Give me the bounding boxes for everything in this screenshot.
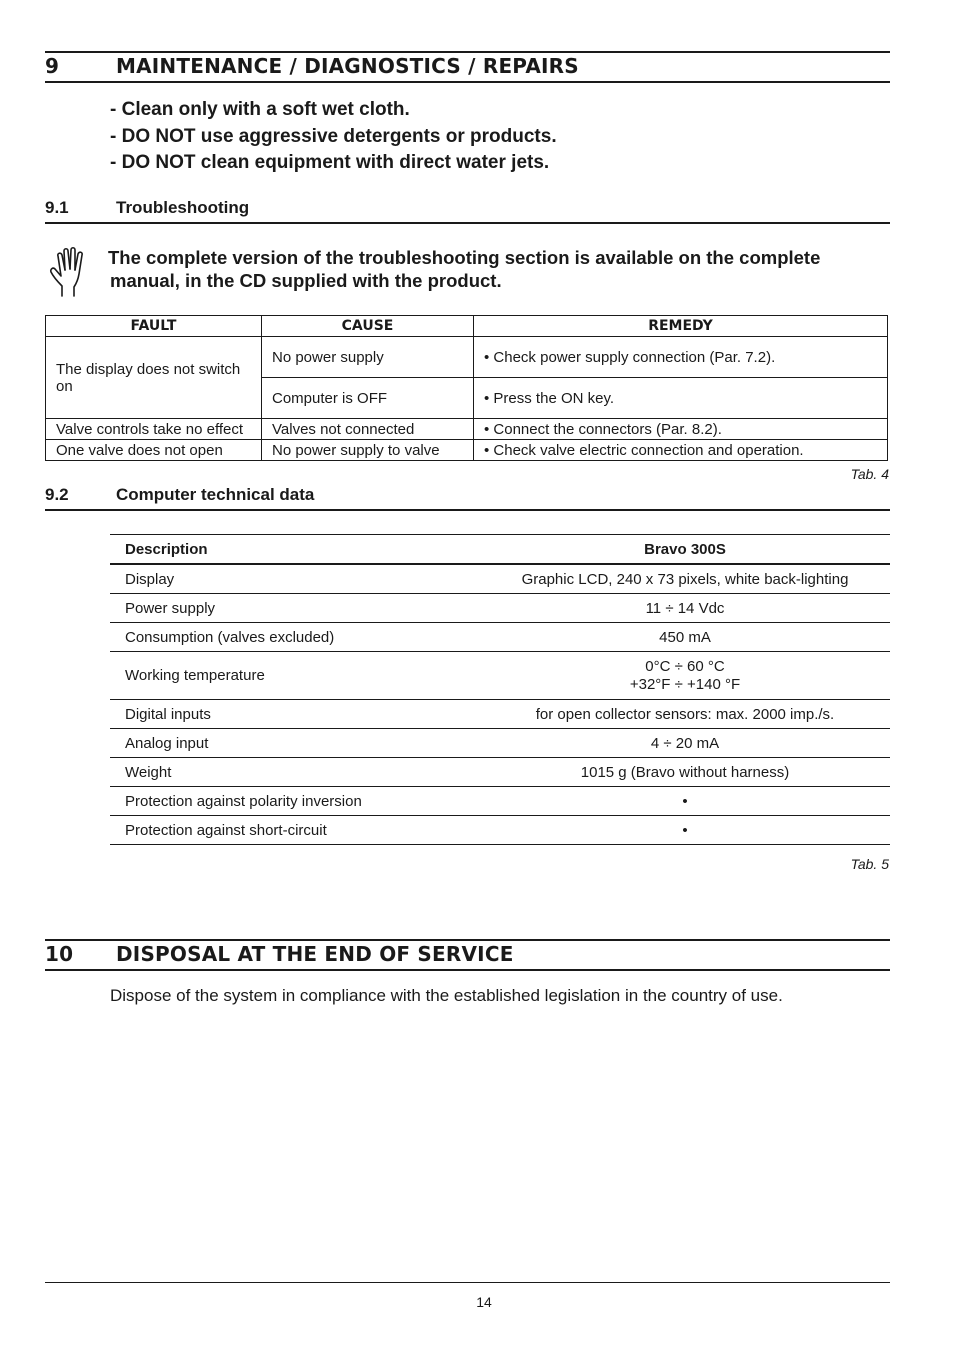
cause-cell: Computer is OFF <box>262 378 474 419</box>
table-row <box>110 700 890 729</box>
page-number: 14 <box>476 1294 492 1310</box>
section-number: 9 <box>45 54 60 78</box>
spec-label: Protection against short-circuit <box>110 816 480 845</box>
cause-cell: Valves not connected <box>262 419 474 440</box>
table-row <box>46 337 888 378</box>
fault-cell: The display does not switch on <box>46 337 262 419</box>
spec-value: 4 ÷ 20 mA <box>480 729 890 758</box>
fault-cell: One valve does not open <box>46 440 262 461</box>
table-caption: Tab. 5 <box>850 856 889 872</box>
troubleshooting-note <box>108 246 878 292</box>
table-row <box>46 419 888 440</box>
column-header-fault: FAULT <box>46 316 262 337</box>
spec-label: Working temperature <box>110 652 480 700</box>
spec-value: • <box>480 816 890 845</box>
subsection-number: 9.2 <box>45 485 69 504</box>
maintenance-bullet: - Clean only with a soft wet cloth. <box>110 99 410 120</box>
spec-label: Protection against polarity inversion <box>110 787 480 816</box>
spec-value <box>480 652 890 700</box>
spec-label: Analog input <box>110 729 480 758</box>
spec-value: 1015 g (Bravo without harness) <box>480 758 890 787</box>
table-row <box>110 652 890 700</box>
spec-value: Graphic LCD, 240 x 73 pixels, white back-lighting <box>480 564 890 594</box>
table-row <box>110 594 890 623</box>
subsection-9-2-header <box>45 485 890 511</box>
note-line: manual, in the CD supplied with the product. <box>110 270 502 291</box>
spec-value: 11 ÷ 14 Vdc <box>480 594 890 623</box>
subsection-title: Computer technical data <box>116 485 315 504</box>
spec-value: 450 mA <box>480 623 890 652</box>
spec-label: Display <box>110 564 480 594</box>
hand-icon <box>48 246 96 298</box>
spec-label: Digital inputs <box>110 700 480 729</box>
fault-cell: Valve controls take no effect <box>46 419 262 440</box>
spec-label: Weight <box>110 758 480 787</box>
table-row <box>110 787 890 816</box>
remedy-cell: • Connect the connectors (Par. 8.2). <box>474 419 888 440</box>
table-row <box>110 564 890 594</box>
column-header-cause: CAUSE <box>262 316 474 337</box>
column-header-model: Bravo 300S <box>480 535 890 565</box>
spec-value-line: 0°C ÷ 60 °C <box>645 657 725 675</box>
table-row <box>110 729 890 758</box>
table-row <box>46 440 888 461</box>
disposal-paragraph: Dispose of the system in compliance with the established legislation in the country of use. <box>110 986 783 1005</box>
note-line: The complete version of the troubleshooting section is available on the complete <box>108 247 821 268</box>
column-header-remedy: REMEDY <box>474 316 888 337</box>
troubleshooting-table <box>45 315 888 461</box>
spec-label: Power supply <box>110 594 480 623</box>
table-row <box>110 623 890 652</box>
section-title: DISPOSAL AT THE END OF SERVICE <box>116 942 514 966</box>
cause-cell: No power supply to valve <box>262 440 474 461</box>
spec-label: Consumption (valves excluded) <box>110 623 480 652</box>
spec-value-line: +32°F ÷ +140 °F <box>629 675 741 693</box>
footer-divider <box>45 1282 890 1283</box>
spec-value: • <box>480 787 890 816</box>
cause-cell: No power supply <box>262 337 474 378</box>
table-header-row <box>110 535 890 565</box>
subsection-number: 9.1 <box>45 198 69 217</box>
table-row <box>110 758 890 787</box>
technical-data-table <box>110 534 890 845</box>
column-header-description: Description <box>110 535 480 565</box>
section-number: 10 <box>45 942 74 966</box>
remedy-cell: • Check valve electric connection and operation. <box>474 440 888 461</box>
subsection-title: Troubleshooting <box>116 198 250 217</box>
section-9-header <box>45 51 890 83</box>
section-title: MAINTENANCE / DIAGNOSTICS / REPAIRS <box>116 54 579 78</box>
maintenance-bullet: - DO NOT clean equipment with direct water jets. <box>110 152 550 173</box>
remedy-cell: • Press the ON key. <box>474 378 888 419</box>
subsection-9-1-header <box>45 198 890 224</box>
table-row <box>110 816 890 845</box>
table-header-row <box>46 316 888 337</box>
maintenance-bullet: - DO NOT use aggressive detergents or products. <box>110 126 557 147</box>
remedy-cell: • Check power supply connection (Par. 7.2). <box>474 337 888 378</box>
spec-value: for open collector sensors: max. 2000 imp./s. <box>480 700 890 729</box>
section-10-header <box>45 939 890 971</box>
table-caption: Tab. 4 <box>850 466 889 482</box>
